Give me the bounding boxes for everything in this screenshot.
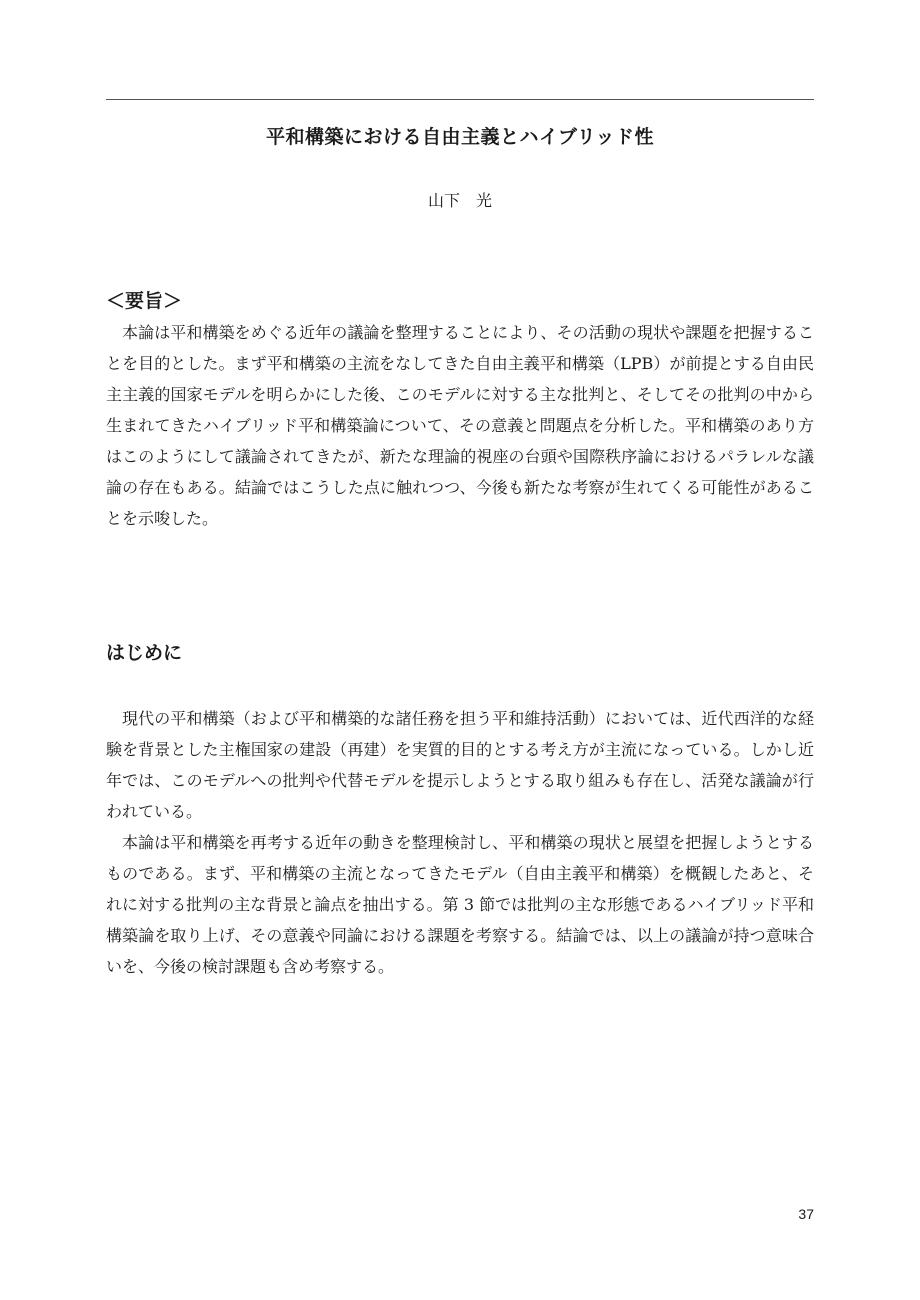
author-name: 山下 光 bbox=[427, 191, 492, 210]
section-paragraph-2: 本論は平和構築を再考する近年の動きを整理検討し、平和構築の現状と展望を把握しようとするものである。まず、平和構築の主流となってきたモデル（自由主義平和構築）を概観したあと、それに対する批判の主な背景と論点を抽出する。第 3 節では批判の主な形態であるハイブリッド平和構築論を取り上げ、その意義や同論における課題を考察する。結論では、以上の議論が持つ意味合いを、今後の検討課題も含め考察する。 bbox=[106, 833, 814, 976]
header-rule bbox=[106, 99, 814, 100]
abstract-heading: ＜要旨＞ bbox=[106, 290, 183, 312]
page-number: 37 bbox=[798, 1206, 814, 1222]
abstract-paragraph: 本論は平和構築をめぐる近年の議論を整理することにより、その活動の現状や課題を把握することを目的とした。まず平和構築の主流をなしてきた自由主義平和構築（LPB）が前提とする自由民主主義的国家モデルを明らかにした後、このモデルに対する主な批判と、そしてその批判の中から生まれてきたハイブリッド平和構築論について、その意義と問題点を分析した。平和構築のあり方はこのようにして議論されてきたが、新たな理論的視座の台頭や国際秩序論におけるパラレルな議論の存在もある。結論ではこうした点に触れつつ、今後も新たな考察が生れてくる可能性があることを示唆した。 bbox=[106, 323, 814, 528]
paper-title: 平和構築における自由主義とハイブリッド性 bbox=[266, 126, 654, 148]
section-body bbox=[106, 703, 814, 982]
section-paragraph-1: 現代の平和構築（および平和構築的な諸任務を担う平和維持活動）においては、近代西洋的な経験を背景とした主権国家の建設（再建）を実質的目的とする考え方が主流になっている。しかし近年では、このモデルへの批判や代替モデルを提示しようとする取り組みも存在し、活発な議論が行われている。 bbox=[106, 709, 814, 821]
section-heading: はじめに bbox=[106, 642, 183, 664]
abstract-body bbox=[106, 317, 814, 534]
